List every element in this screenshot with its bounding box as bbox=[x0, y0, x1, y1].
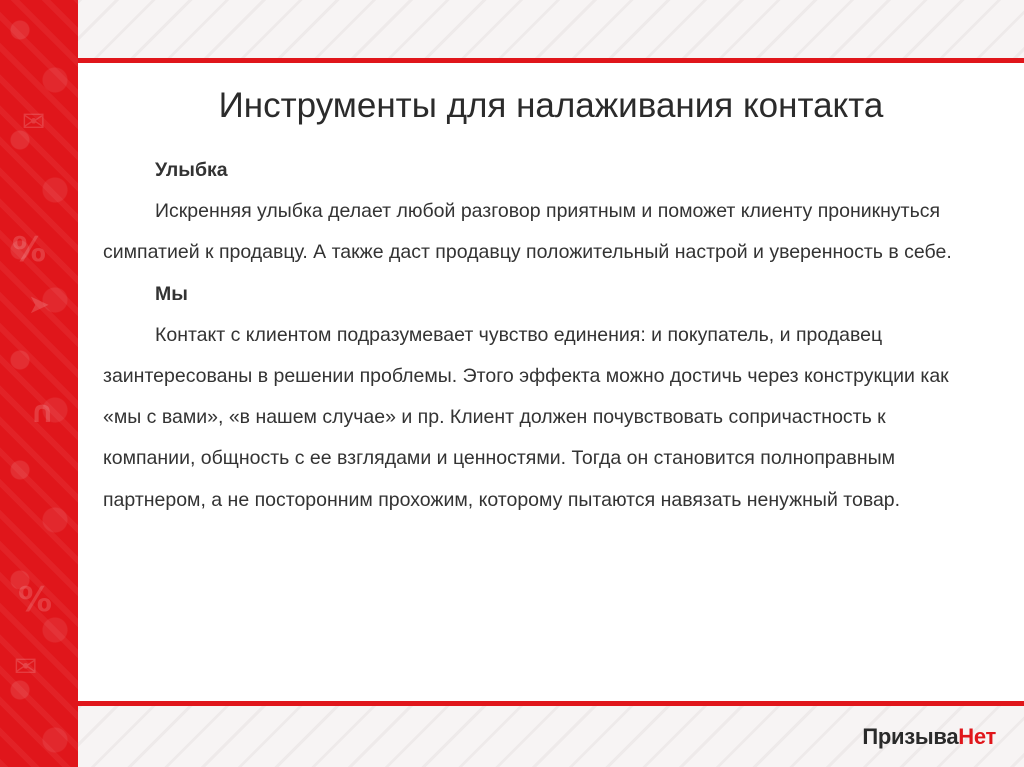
logo-text-part2: Нет bbox=[958, 724, 996, 749]
decorative-top-band bbox=[78, 0, 1024, 58]
decorative-side-strip bbox=[0, 0, 78, 767]
section-text-we: Контакт с клиентом подразумевает чувство единения: и покупатель, и продавец заинтересованы в решении проблемы. Этого эффекта можно достичь через конструкции как «мы с вами», «в нашем случае» и пр. Клиент должен почувствовать сопричастность к компании, общность с ее взглядами и ценностями. Тогда он становится полноправным партнером, а не посторонним прохожим, которому пытаются навязать ненужный товар. bbox=[103, 323, 949, 511]
magnet-icon: ∩ bbox=[30, 395, 55, 430]
brand-logo bbox=[862, 724, 996, 750]
percent-icon: % bbox=[12, 230, 47, 270]
cursor-icon: ➤ bbox=[28, 290, 50, 320]
section-heading-smile: Улыбка bbox=[155, 159, 228, 181]
logo-text-part1: Призыва bbox=[862, 724, 959, 749]
percent-icon: % bbox=[18, 580, 53, 620]
section-text-smile: Искренняя улыбка делает любой разговор приятным и поможет клиенту проникнуться симпатией к продавцу. А также даст продавцу положительный настрой и уверенность в себе. bbox=[103, 200, 952, 264]
slide-body bbox=[103, 150, 983, 521]
section-heading-we: Мы bbox=[155, 282, 188, 305]
envelope-icon: ✉ bbox=[14, 650, 38, 683]
envelope-icon: ✉ bbox=[22, 105, 46, 138]
top-divider bbox=[78, 58, 1024, 63]
slide-title: Инструменты для налаживания контакта bbox=[218, 86, 884, 125]
